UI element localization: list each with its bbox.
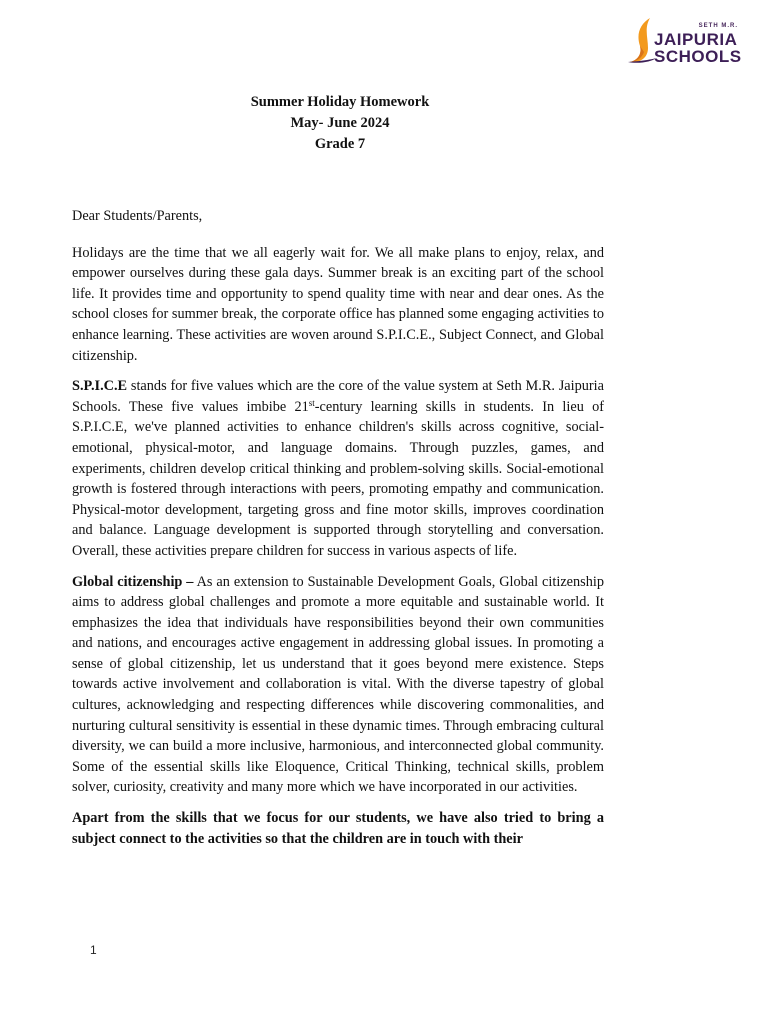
subject-connect-paragraph: Apart from the skills that we focus for our students, we have also tried to bring a subject connect to the activities so that the children are in touch with their [72,810,604,847]
intro-paragraph: Holidays are the time that we all eagerly wait for. We all make plans to enjoy, relax, and empower ourselves during these gala days. Summer break is an exciting part of the school life. It provides time and opportunity to spend quality time with near and dear ones. As the school closes for summer break, the corporate office has planned some engaging activities to enhance learning. These activities are woven around S.P.I.C.E., Subject Connect, and Global citizenship. [72,244,604,364]
spice-paragraph [72,376,604,561]
school-logo [626,16,746,66]
spice-lead: S.P.I.C.E [72,378,128,395]
page-number: 1 [90,943,97,957]
greeting: Dear Students/Parents, [72,208,203,224]
logo-line-schools: SCHOOLS [654,47,742,66]
spice-text-b: -century learning skills in students. In lieu of S.P.I.C.E, we've planned activities to enhance children's skills across cognitive, social-emotional, physical-motor, and language domains. Through puzzles, games, and experiments, children develop critical thinking and problem-solving skills. Social-emotional growth is fostered through interactions with peers, promoting empathy and communication. Physical-motor development, targeting gross and fine motor skills, improves coordination and balance. Language development is supported through storytelling and conversation. Overall, these activities prepare children for success in various aspects of life. [72,398,605,559]
global-citizenship-paragraph [72,572,604,799]
letter-body [72,206,604,859]
global-citizenship-lead: Global citizenship – [72,573,194,590]
heading-title: Summer Holiday Homework [250,94,430,110]
spice-text-a: stands for five values which are the core of the value system at Seth M.R. Jaipuria Schools. These five values imbibe 21 [72,378,604,415]
heading-dates: May- June 2024 [290,115,390,131]
heading-grade: Grade 7 [314,136,366,152]
spice-superscript: st [308,397,315,408]
logo-small-text: SETH M.R. [698,23,738,29]
document-heading [0,92,680,155]
global-citizenship-text: As an extension to Sustainable Development Goals, Global citizenship aims to address global challenges and promote a more equitable and sustainable world. It emphasizes the idea that individuals have responsibilities beyond their own communities and nations, and encourages active engagement in addressing global issues. In promoting a sense of global citizenship, let us understand that it goes beyond mere existence. Steps towards active involvement and collaboration is vital. With the diverse tapestry of global cultures, acknowledging and respecting differences while discovering commonalities, and nurturing cultural sensitivity is essential in these dynamic times. Through embracing cultural diversity, we can build a more inclusive, harmonious, and interconnected global community. Some of the essential skills like Eloquence, Critical Thinking, technical skills, problem solver, curiosity, creativity and many more which we have incorporated in our activities. [72,573,604,796]
logo-line-jaipuria: JAIPURIA [654,30,738,49]
